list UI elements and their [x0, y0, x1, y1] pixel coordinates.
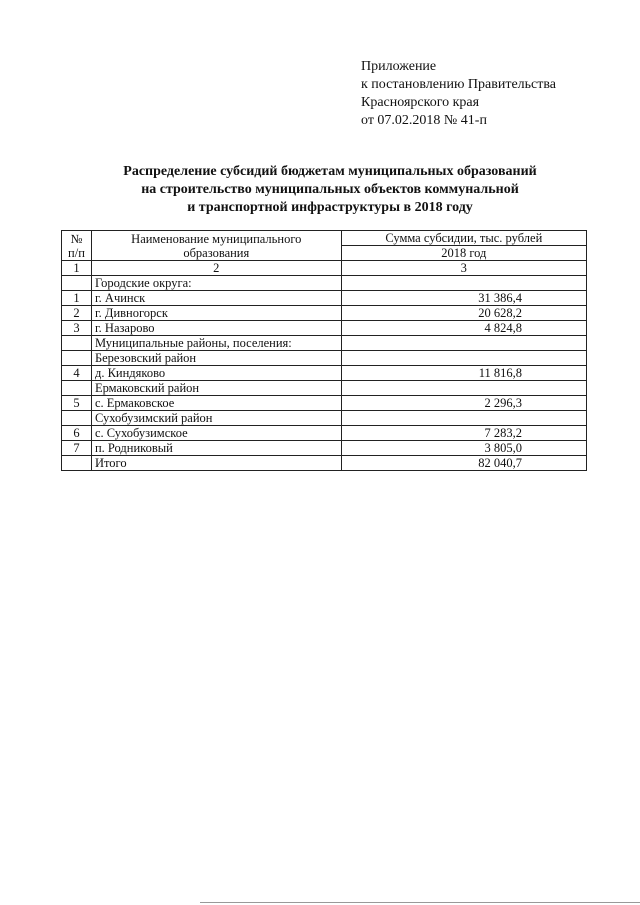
row-name-cell: Ермаковский район — [91, 381, 341, 396]
page-edge-line — [200, 902, 640, 903]
row-name-cell: с. Сухобузимское — [91, 426, 341, 441]
row-number-cell — [62, 456, 92, 471]
row-number-cell — [62, 411, 92, 426]
column-numbers-row — [62, 261, 587, 276]
row-value-cell — [341, 381, 586, 396]
row-number-cell: 6 — [62, 426, 92, 441]
appendix-line: Красноярского края — [361, 95, 480, 110]
table-row — [62, 276, 587, 291]
header-text: п/п — [68, 245, 85, 260]
title-line: и транспортной инфраструктуры в 2018 году — [187, 200, 473, 215]
table-row — [62, 441, 587, 456]
row-value-cell: 31 386,4 — [341, 291, 586, 306]
row-number-cell: 5 — [62, 396, 92, 411]
row-name-cell: Итого — [91, 456, 341, 471]
header-text: Наименование муниципального — [131, 231, 302, 246]
row-value-cell: 7 283,2 — [341, 426, 586, 441]
title-line: на строительство муниципальных объектов коммунальной — [141, 182, 519, 197]
table-row — [62, 351, 587, 366]
table-row — [62, 366, 587, 381]
appendix-line: Приложение — [361, 59, 437, 74]
header-number-cell — [62, 231, 92, 261]
table-row — [62, 396, 587, 411]
document-title — [60, 163, 600, 217]
row-name-cell: г. Ачинск — [91, 291, 341, 306]
row-number-cell: 2 — [62, 306, 92, 321]
title-line: Распределение субсидий бюджетам муниципальных образований — [123, 164, 537, 179]
appendix-line: от 07.02.2018 № 41-п — [361, 113, 487, 128]
row-number-cell: 1 — [62, 291, 92, 306]
column-number-cell: 1 — [62, 261, 92, 276]
table-row — [62, 381, 587, 396]
column-number-cell: 3 — [341, 261, 586, 276]
row-number-cell: 4 — [62, 366, 92, 381]
header-name-cell — [91, 231, 341, 261]
row-value-cell: 11 816,8 — [341, 366, 586, 381]
row-name-cell: д. Киндяково — [91, 366, 341, 381]
row-name-cell: Городские округа: — [91, 276, 341, 291]
row-name-cell: с. Ермаковское — [91, 396, 341, 411]
table-row — [62, 456, 587, 471]
row-value-cell — [341, 336, 586, 351]
appendix-line: к постановлению Правительства — [361, 77, 557, 92]
header-text: образования — [183, 245, 250, 260]
row-value-cell — [341, 351, 586, 366]
table-row — [62, 336, 587, 351]
row-name-cell: г. Назарово — [91, 321, 341, 336]
header-text: № — [70, 231, 83, 246]
table-row — [62, 306, 587, 321]
row-number-cell — [62, 381, 92, 396]
appendix-block — [361, 58, 556, 130]
subsidy-table — [61, 230, 587, 471]
row-value-cell: 4 824,8 — [341, 321, 586, 336]
row-number-cell — [62, 276, 92, 291]
row-value-cell: 3 805,0 — [341, 441, 586, 456]
row-name-cell: г. Дивногорск — [91, 306, 341, 321]
row-number-cell: 7 — [62, 441, 92, 456]
row-value-cell — [341, 276, 586, 291]
subsidy-table-body — [62, 231, 587, 471]
row-number-cell: 3 — [62, 321, 92, 336]
table-row — [62, 321, 587, 336]
row-number-cell — [62, 336, 92, 351]
table-row — [62, 426, 587, 441]
row-value-cell: 20 628,2 — [341, 306, 586, 321]
row-name-cell: Сухобузимский район — [91, 411, 341, 426]
row-name-cell: Березовский район — [91, 351, 341, 366]
row-value-cell — [341, 411, 586, 426]
row-value-cell: 2 296,3 — [341, 396, 586, 411]
table-header-row — [62, 231, 587, 246]
row-name-cell: п. Родниковый — [91, 441, 341, 456]
row-name-cell: Муниципальные районы, поселения: — [91, 336, 341, 351]
table-row — [62, 291, 587, 306]
header-sum-cell: Сумма субсидии, тыс. рублей — [341, 231, 586, 246]
row-number-cell — [62, 351, 92, 366]
table-row — [62, 411, 587, 426]
column-number-cell: 2 — [91, 261, 341, 276]
header-year-cell: 2018 год — [341, 246, 586, 261]
row-value-cell: 82 040,7 — [341, 456, 586, 471]
